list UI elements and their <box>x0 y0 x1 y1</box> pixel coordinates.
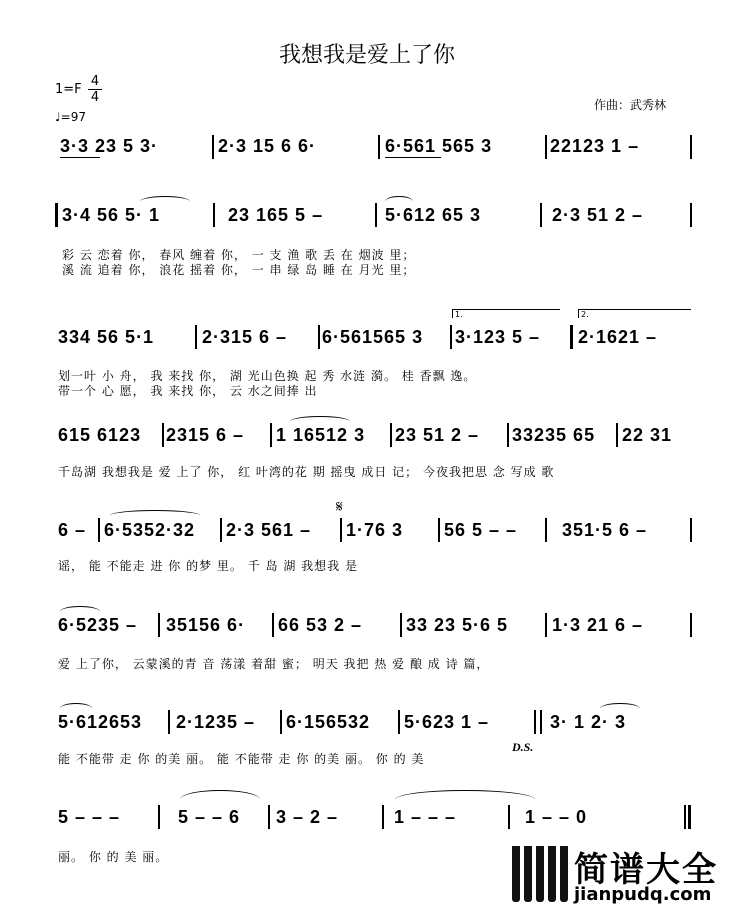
barline <box>400 613 402 637</box>
barline <box>168 710 170 734</box>
lyric-line: 爱 上了你， 云蒙溪的青 音 荡漾 着甜 蜜； 明天 我把 热 爱 酿 成 诗 篇， <box>58 657 490 671</box>
measure-notes: 2·3 561 – <box>226 520 312 540</box>
lyric-line: 能 不能带 走 你 的美 丽。 能 不能带 走 你 的美 丽。 你 的 美 <box>58 752 425 766</box>
barline <box>220 518 222 542</box>
time-signature <box>88 74 102 105</box>
barline <box>507 423 509 447</box>
measure-notes: 2315 6 – <box>166 425 245 445</box>
piano-keys-icon <box>512 846 572 902</box>
lyric-line: 谣， 能 不能走 进 你 的梦 里。 千 岛 湖 我想我 是 <box>58 559 358 573</box>
barline <box>690 518 692 542</box>
measure-notes: 5·612653 <box>58 712 143 732</box>
page-title: 我想我是爱上了你 <box>278 43 455 68</box>
measure-notes: 3·4 56 5· 1 <box>62 205 161 225</box>
barline <box>690 135 692 159</box>
measure-notes: 334 56 5·1 <box>58 327 155 347</box>
barline <box>382 805 384 829</box>
barline <box>450 325 452 349</box>
lyric-line: 千岛湖 我想我是 爱 上了 你， 红 叶湾的花 期 摇曳 成日 记； 今夜我把思 念 写成 歌 <box>58 465 555 479</box>
barline <box>534 710 536 734</box>
lyric-line: 彩 云 恋着 你， 春风 缠着 你， 一 支 渔 歌 丢 在 烟波 里； <box>62 248 416 262</box>
barline <box>340 518 342 542</box>
measure-notes: 66 53 2 – <box>278 615 363 635</box>
barline <box>162 423 164 447</box>
measure-notes: 6 – <box>58 520 87 540</box>
measure-notes: 6·156532 <box>286 712 371 732</box>
measure-notes: 1 – – 0 <box>525 807 588 827</box>
key-signature: 1=F <box>55 82 82 97</box>
measure-notes: 23 51 2 – <box>395 425 480 445</box>
measure-notes: 33235 65 <box>512 425 596 445</box>
barline <box>280 710 282 734</box>
measure-notes: 33 23 5·6 5 <box>406 615 509 635</box>
watermark-brand: 简谱大全 <box>574 850 718 890</box>
measure-notes: 23 165 5 – <box>228 205 324 225</box>
barline <box>378 135 380 159</box>
measure-notes: 5·612 65 3 <box>385 205 482 225</box>
measure-notes: 5·623 1 – <box>404 712 490 732</box>
dal-segno-marking: D.S. <box>512 740 534 754</box>
measure-notes: 35156 6· <box>166 615 246 635</box>
barline <box>158 613 160 637</box>
barline <box>545 135 547 159</box>
repeat-barline <box>55 203 58 227</box>
barline <box>195 325 197 349</box>
measure-notes: 6·561565 3 <box>322 327 424 347</box>
measure-notes: 56 5 – – <box>444 520 518 540</box>
measure-notes: 3 – 2 – <box>276 807 339 827</box>
measure-notes: 3· 1 2· 3 <box>550 712 627 732</box>
measure-notes: 6·5352·32 <box>104 520 196 540</box>
measure-notes: 6·561 565 3 <box>385 136 493 156</box>
barline <box>616 423 618 447</box>
tempo-marking: ♩=97 <box>55 110 86 124</box>
measure-notes: 1·76 3 <box>346 520 404 540</box>
barline <box>318 325 320 349</box>
measure-notes: 615 6123 <box>58 425 142 445</box>
barline <box>540 710 542 734</box>
measure-notes: 1 – – – <box>394 807 457 827</box>
barline <box>213 203 215 227</box>
volta-2: 2. <box>578 309 691 318</box>
beam-underline <box>385 157 441 158</box>
measure-notes: 3·123 5 – <box>455 327 541 347</box>
lyric-line: 划一叶 小 舟， 我 来找 你， 湖 光山色换 起 秀 水涟 漪。 桂 香飘 逸。 <box>58 369 477 383</box>
barline <box>438 518 440 542</box>
time-sig-top: 4 <box>90 74 100 89</box>
measure-notes: 5 – – 6 <box>178 807 241 827</box>
beam-underline <box>60 157 100 158</box>
barline <box>540 203 542 227</box>
barline <box>158 805 160 829</box>
composer-credit: 作曲：武秀林 <box>594 98 667 112</box>
measure-notes: 6·5235 – <box>58 615 138 635</box>
volta-1: 1. <box>452 309 560 318</box>
measure-notes: 22 31 <box>622 425 673 445</box>
barline <box>98 518 100 542</box>
barline <box>545 613 547 637</box>
repeat-barline <box>570 325 573 349</box>
watermark-site: jianpudq.com <box>574 884 712 905</box>
barline <box>375 203 377 227</box>
measure-notes: 2·1235 – <box>176 712 256 732</box>
barline <box>270 423 272 447</box>
time-sig-bottom: 4 <box>88 89 102 105</box>
barline <box>398 710 400 734</box>
barline <box>268 805 270 829</box>
measure-notes: 2·3 15 6 6· <box>218 136 317 156</box>
final-barline <box>688 805 691 829</box>
measure-notes: 5 – – – <box>58 807 121 827</box>
barline <box>690 613 692 637</box>
measure-notes: 1 16512 3 <box>276 425 366 445</box>
lyric-line: 丽。 你 的 美 丽。 <box>58 850 169 864</box>
watermark-logo <box>512 840 734 912</box>
measure-notes: 22123 1 – <box>550 136 640 156</box>
barline <box>212 135 214 159</box>
measure-notes: 3·3 23 5 3· <box>60 136 159 156</box>
measure-notes: 2·315 6 – <box>202 327 288 347</box>
measure-notes: 351·5 6 – <box>562 520 648 540</box>
barline <box>684 805 686 829</box>
measure-notes: 2·1621 – <box>578 327 658 347</box>
measure-notes: 2·3 51 2 – <box>552 205 644 225</box>
lyric-line: 带一个 心 愿， 我 来找 你， 云 水之间捧 出 <box>58 384 318 398</box>
barline <box>545 518 547 542</box>
barline <box>390 423 392 447</box>
barline <box>690 203 692 227</box>
lyric-line: 溪 流 追着 你， 浪花 摇着 你， 一 串 绿 岛 睡 在 月光 里； <box>62 263 416 277</box>
barline <box>272 613 274 637</box>
measure-notes: 1·3 21 6 – <box>552 615 644 635</box>
segno-sign: 𝄋 <box>336 497 343 516</box>
